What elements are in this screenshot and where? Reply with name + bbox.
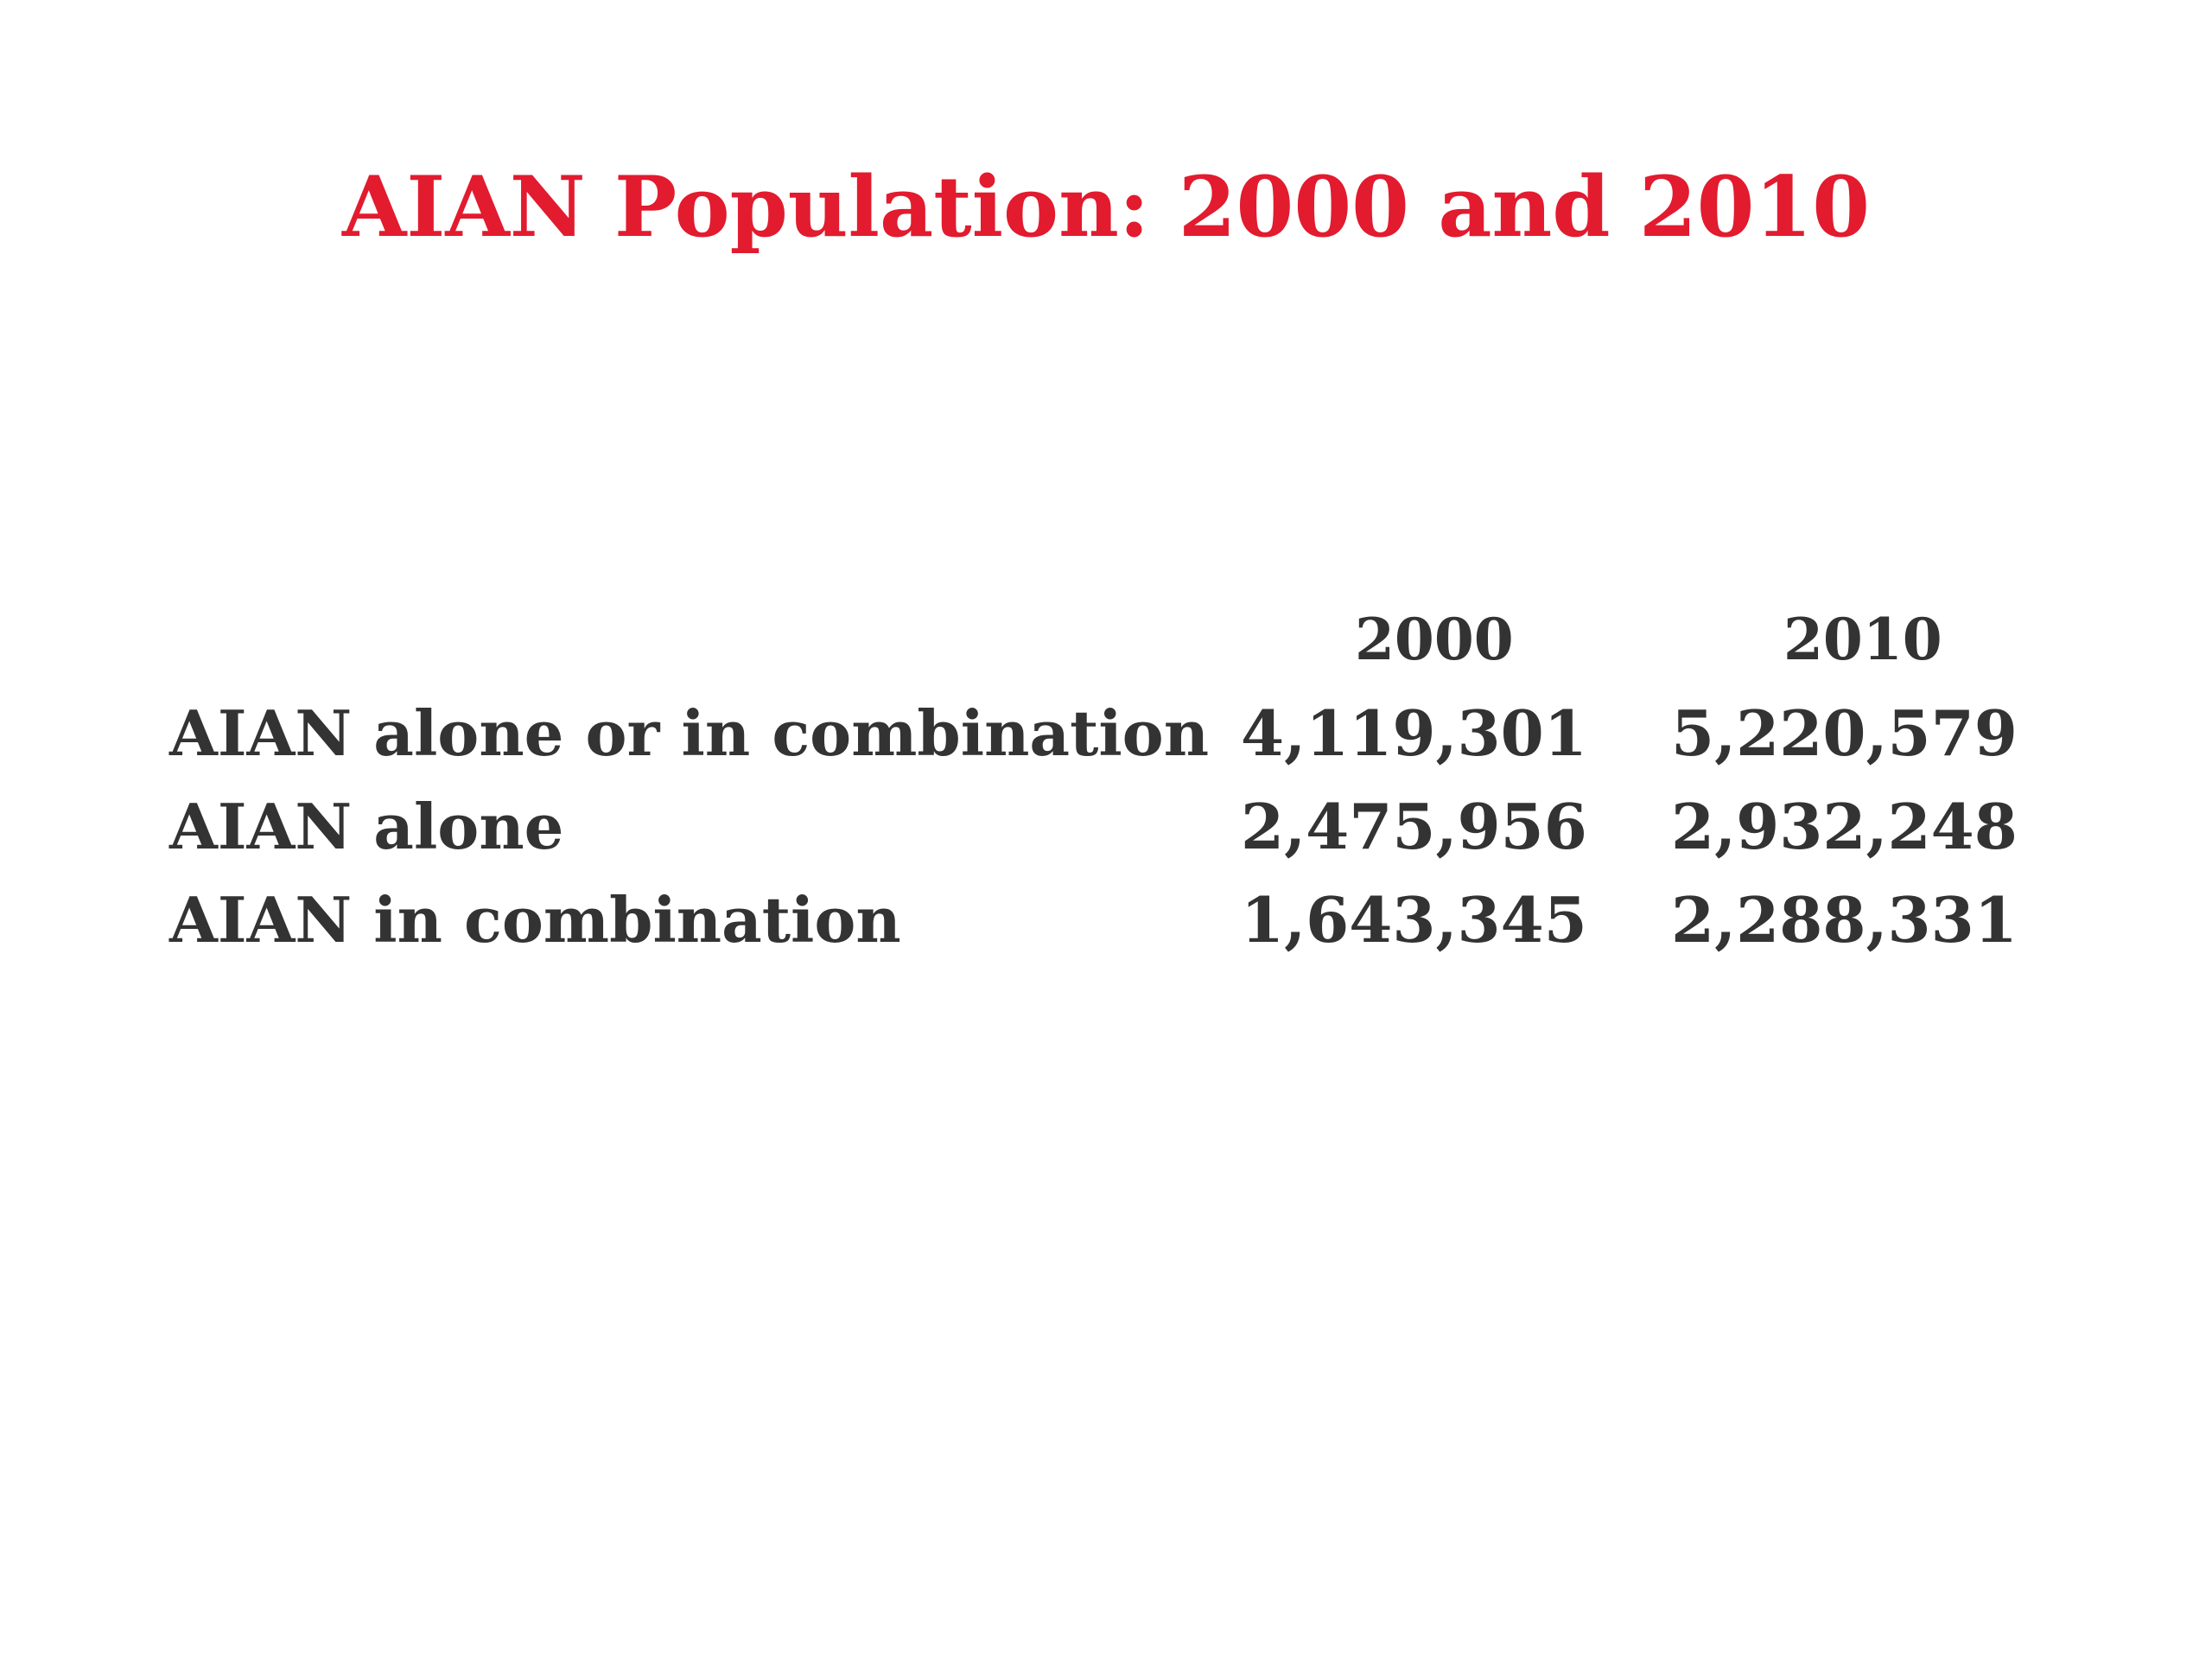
row-label: AIAN alone or in combination — [169, 696, 1210, 770]
column-header-2000: 2000 — [1355, 606, 1514, 673]
table-row — [169, 874, 2070, 967]
row-label: AIAN in combination — [169, 883, 901, 957]
column-header-2010: 2010 — [1783, 606, 1942, 673]
cell-2010: 2,288,331 — [1671, 883, 2018, 957]
cell-2010: 5,220,579 — [1671, 696, 2018, 770]
cell-2000: 4,119,301 — [1241, 696, 1587, 770]
cell-2010: 2,932,248 — [1671, 790, 2018, 863]
row-label: AIAN alone — [169, 790, 564, 863]
cell-2000: 2,475,956 — [1241, 790, 1587, 863]
table-row — [169, 780, 2070, 874]
cell-2000: 1,643,345 — [1241, 883, 1587, 957]
table-row — [169, 687, 2070, 780]
slide-title: AIAN Population: 2000 and 2010 — [341, 158, 1871, 256]
